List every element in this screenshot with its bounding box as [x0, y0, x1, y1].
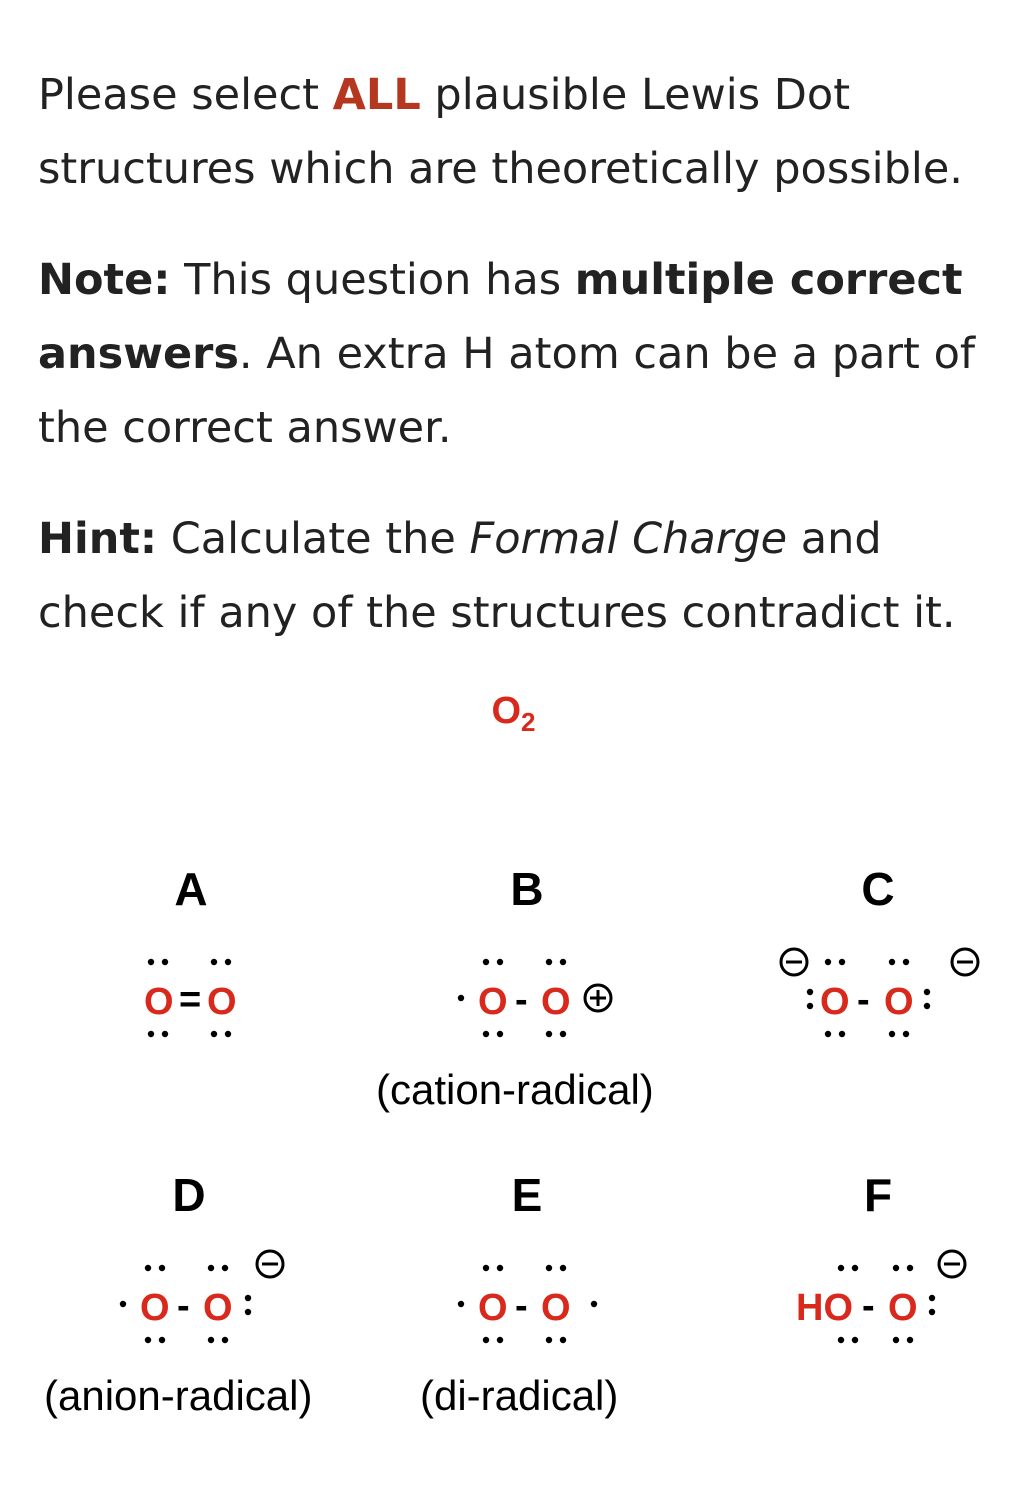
hint-text-end: and check if any of the structures contradict it. — [38, 514, 956, 638]
option-a-label[interactable]: A — [174, 863, 208, 915]
negative-charge-icon — [952, 949, 978, 975]
hint-italic: Formal Charge — [469, 514, 788, 564]
radical-dot — [458, 995, 464, 1001]
option-e-label[interactable]: E — [511, 1169, 543, 1221]
note-label: Note: — [38, 255, 171, 305]
atom-right: O — [207, 981, 237, 1023]
negative-charge-icon — [257, 1251, 283, 1277]
question-text — [38, 58, 998, 206]
atom-left: HO — [796, 1287, 853, 1329]
atom-left: O — [820, 981, 850, 1023]
radical-dot — [591, 1301, 597, 1307]
structure-f[interactable] — [790, 1238, 990, 1358]
atom-right: O — [888, 1287, 918, 1329]
radical-dot — [120, 1301, 126, 1307]
question-text-end: plausible Lewis Dot structures which are theoretically possible. — [38, 70, 963, 194]
atom-right: O — [884, 981, 914, 1023]
atom-left: O — [478, 1287, 508, 1329]
atom-right: O — [541, 1287, 571, 1329]
hint-text-start: Calculate the — [157, 514, 470, 564]
double-bond: = — [179, 979, 202, 1021]
atom-right: O — [203, 1287, 233, 1329]
molecule-base: O — [491, 690, 522, 732]
molecule-formula — [0, 690, 1027, 738]
structure-e[interactable] — [450, 1238, 620, 1358]
caption-d: (anion-radical) — [44, 1372, 313, 1419]
question-text-start: Please select — [38, 70, 333, 120]
option-d-label[interactable]: D — [172, 1169, 206, 1221]
note-emphasis: multiple correct answers — [38, 255, 963, 379]
hint-text — [38, 502, 998, 650]
caption-b: (cation-radical) — [376, 1066, 654, 1113]
single-bond: - — [862, 1285, 875, 1327]
structure-a[interactable] — [120, 940, 260, 1050]
radical-dot — [458, 1301, 464, 1307]
all-emphasis: ALL — [332, 70, 421, 120]
atom-left: O — [140, 1287, 170, 1329]
structure-d[interactable] — [112, 1238, 312, 1358]
caption-e: (di-radical) — [420, 1372, 619, 1419]
negative-charge-icon — [939, 1251, 965, 1277]
single-bond: - — [515, 1285, 528, 1327]
option-b-label[interactable]: B — [510, 863, 544, 915]
positive-charge-icon — [585, 985, 611, 1011]
hint-label: Hint: — [38, 514, 158, 564]
note-text-start: This question has — [170, 255, 575, 305]
atom-right: O — [541, 981, 571, 1023]
note-text-end: . An extra H atom can be a part of the correct answer. — [38, 329, 976, 453]
atom-left: O — [478, 981, 508, 1023]
structure-c[interactable] — [772, 930, 992, 1050]
option-f-label[interactable]: F — [863, 1169, 893, 1221]
atom-left: O — [144, 981, 174, 1023]
single-bond: - — [515, 979, 528, 1021]
molecule-subscript: 2 — [521, 707, 536, 737]
single-bond: - — [177, 1285, 190, 1327]
note-text — [38, 243, 998, 465]
single-bond: - — [857, 979, 870, 1021]
negative-charge-icon — [781, 949, 807, 975]
structure-b[interactable] — [450, 940, 640, 1050]
option-c-label[interactable]: C — [861, 863, 895, 915]
